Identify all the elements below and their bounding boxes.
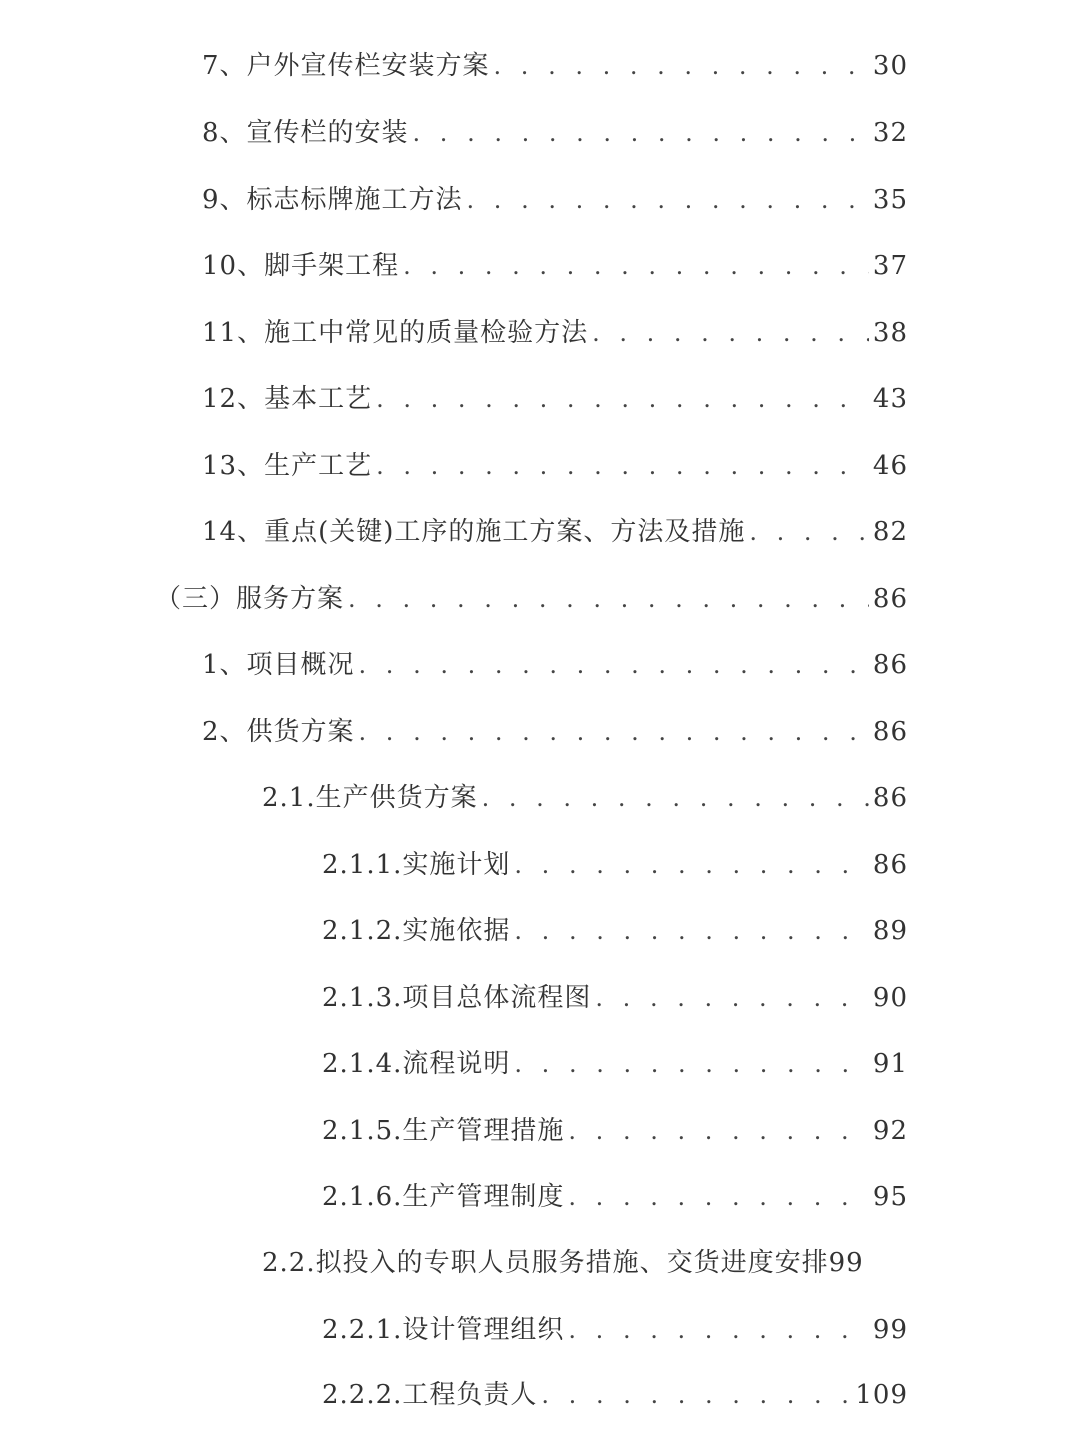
toc-dot-leader [467,180,869,220]
toc-entry[interactable] [322,1111,908,1151]
toc-entry-page: 99 [872,1315,908,1345]
toc-entry[interactable] [322,1044,908,1084]
toc-dot-leader [403,246,869,286]
toc-dot-leader [413,113,869,153]
toc-dot-leader [376,446,869,486]
toc-dot-leader [514,911,868,951]
toc-entry-title: 7、户外宣传栏安装方案 [202,51,490,81]
toc-dot-leader [568,1111,868,1151]
toc-dot-leader [482,778,869,818]
toc-entry[interactable] [202,712,908,752]
toc-entry[interactable] [202,46,908,86]
toc-entry-title: 2.1.2.实施依据 [322,916,511,946]
toc-entry-title: 2、供货方案 [202,717,355,747]
toc-entry-title: 8、宣传栏的安装 [202,118,409,148]
toc-dot-leader [514,1044,868,1084]
toc-entry-page: 90 [872,983,908,1013]
toc-entry-title: 9、标志标牌施工方法 [202,185,463,215]
toc-entry-page: 37 [872,251,908,281]
toc-entry[interactable] [202,645,908,685]
toc-entry[interactable] [322,1375,908,1415]
toc-entry-page: 43 [872,384,908,414]
toc-entry-title: 2.1.4.流程说明 [322,1049,511,1079]
toc-entry[interactable] [202,180,908,220]
toc-entry-title: （三）服务方案 [155,584,345,614]
toc-entry[interactable] [202,512,908,552]
toc-entry[interactable] [202,446,908,486]
toc-entry-page: 86 [872,850,908,880]
toc-entry-page: 46 [872,451,908,481]
toc-entry-page: 95 [872,1182,908,1212]
toc-entry-title: 2.2.1.设计管理组织 [322,1315,565,1345]
toc-entry-title: 12、基本工艺 [202,384,373,414]
toc-entry-page: 109 [855,1380,908,1410]
toc-dot-leader [494,46,869,86]
toc-dot-leader [348,579,869,619]
toc-dot-leader [541,1375,851,1415]
toc-entry-title: 2.1.1.实施计划 [322,850,511,880]
toc-entry-page: 82 [872,517,908,547]
toc-entry[interactable] [322,978,908,1018]
toc-dot-leader [359,645,869,685]
toc-dot-leader [376,379,869,419]
toc-entry-title: 2.1.生产供货方案 [262,783,478,813]
toc-entry-title: 2.1.5.生产管理措施 [322,1116,565,1146]
toc-entry[interactable] [202,379,908,419]
toc-entry[interactable] [322,1310,908,1350]
toc-dot-leader [749,512,869,552]
toc-dot-leader [595,978,868,1018]
toc-entry-page: 86 [872,783,908,813]
toc-entry-page: 91 [872,1049,908,1079]
toc-entry-page: 86 [872,717,908,747]
toc-entry-page: 99 [828,1248,864,1278]
toc-entry[interactable] [202,313,908,353]
toc-dot-leader [359,712,869,752]
toc-dot-leader [568,1177,868,1217]
toc-entry-title: 10、脚手架工程 [202,251,400,281]
toc-entry-title: 1、项目概况 [202,650,355,680]
toc-entry-page: 86 [872,584,908,614]
toc-entry-title: 13、生产工艺 [202,451,373,481]
toc-dot-leader [514,845,868,885]
toc-entry-title: 2.1.3.项目总体流程图 [322,983,592,1013]
toc-entry[interactable] [202,113,908,153]
toc-entry[interactable] [322,911,908,951]
toc-entry-title: 2.2.2.工程负责人 [322,1380,538,1410]
toc-entry-page: 86 [872,650,908,680]
toc-entry-page: 92 [872,1116,908,1146]
toc-entry-title: 2.1.6.生产管理制度 [322,1182,565,1212]
toc-entry[interactable] [262,778,908,818]
toc-entry-title: 11、施工中常见的质量检验方法 [202,318,589,348]
toc-entry-title: 14、重点(关键)工序的施工方案、方法及措施 [202,517,746,547]
toc-entry-page: 89 [872,916,908,946]
toc-entry[interactable] [262,1243,922,1283]
toc-entry[interactable] [155,579,908,619]
toc-entry[interactable] [322,1177,908,1217]
toc-entry-page: 38 [872,318,908,348]
toc-dot-leader [568,1310,868,1350]
toc-entry-page: 35 [872,185,908,215]
toc-entry[interactable] [322,845,908,885]
toc-entry-page: 30 [872,51,908,81]
toc-entry-page: 32 [872,118,908,148]
toc-dot-leader [592,313,869,353]
toc-entry-title: 2.2.拟投入的专职人员服务措施、交货进度安排 [262,1248,829,1278]
toc-entry[interactable] [202,246,908,286]
